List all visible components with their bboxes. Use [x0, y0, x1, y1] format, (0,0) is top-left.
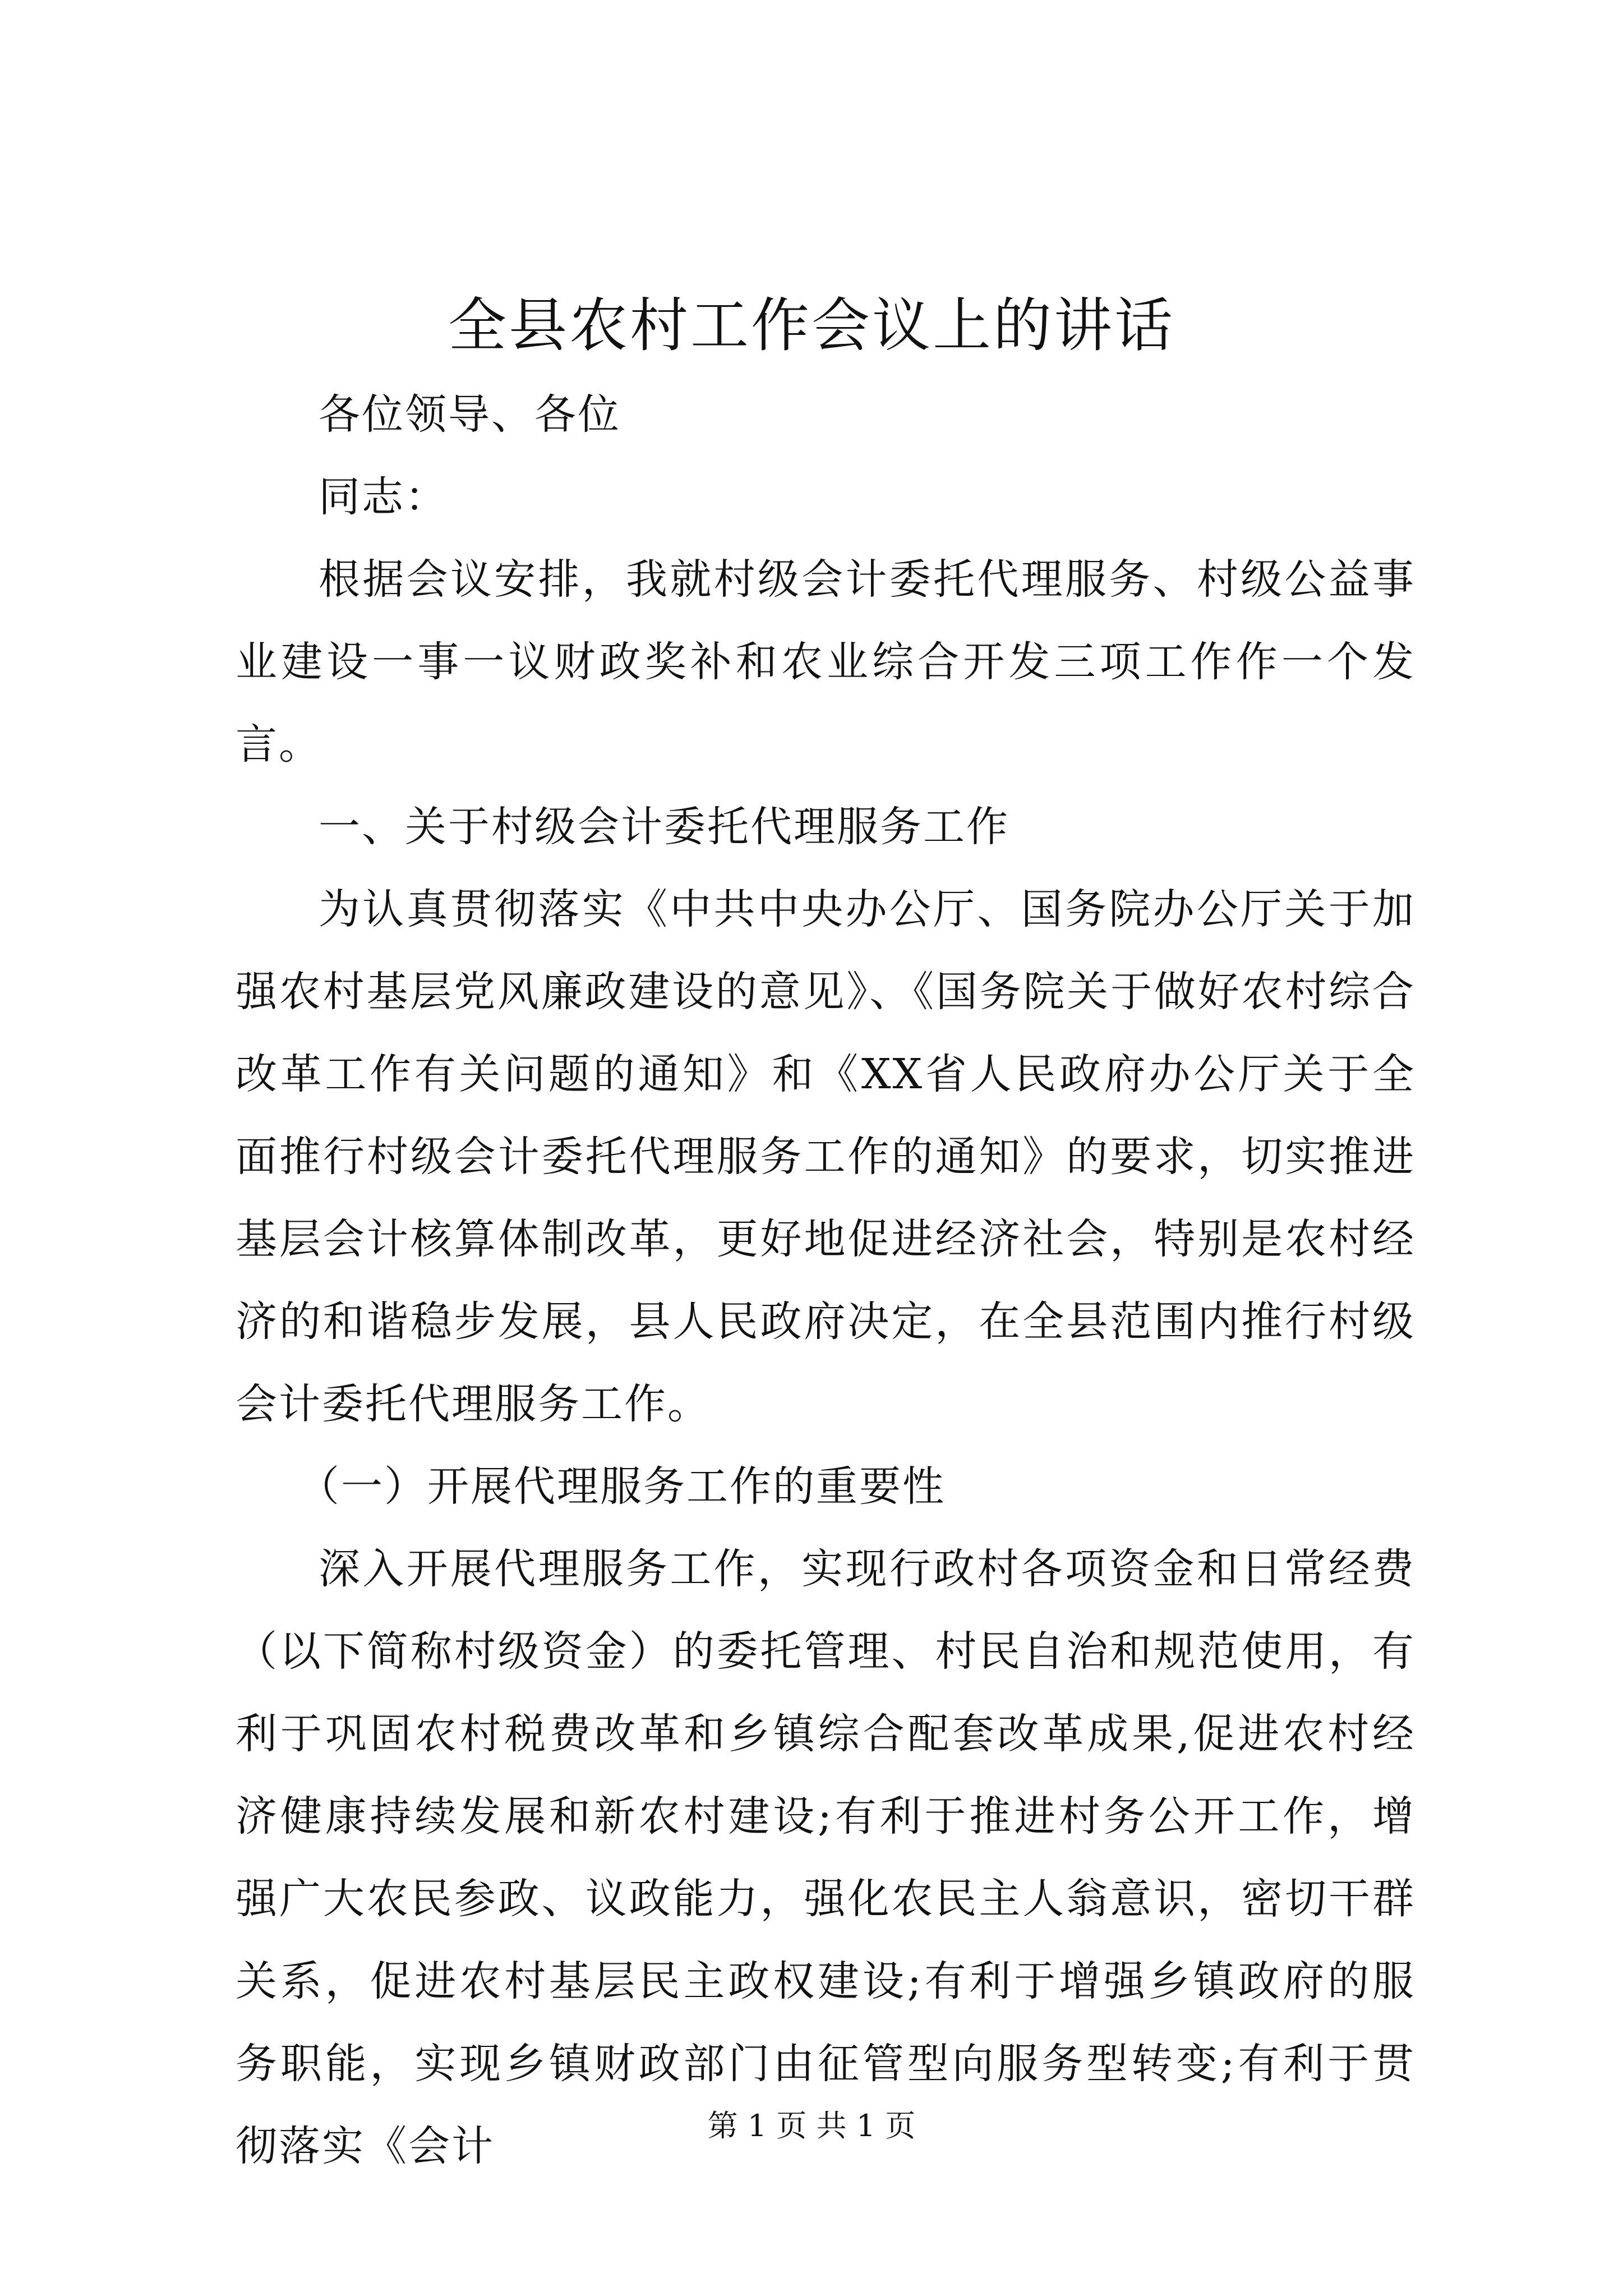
- section-heading-1: 一、关于村级会计委托代理服务工作: [319, 803, 1009, 851]
- subsection-heading-1: （一）开展代理服务工作的重要性: [298, 1462, 946, 1511]
- document-body: [236, 374, 1415, 2188]
- page-footer: 第 1 页 共 1 页: [707, 2108, 916, 2143]
- body-paragraph: 深入开展代理服务工作，实现行政村各项资金和日常经费（以下简称村级资金）的委托管理、村民自治和规范使用，有利于巩固农村税费改革和乡镇综合配套改革成果,促进农村经济健康持续发展和新农村建设;有利于推进村务公开工作，增强广大农民参政、议政能力，强化农民主人翁意识，密切干群关系，促进农村基层民主政权建设;有利于增强乡镇政府的服务职能，实现乡镇财政部门由征管型向服务型转变;有利于贯彻落实《会计: [236, 1545, 1415, 2170]
- salutation-line-2: 同志：: [319, 473, 448, 521]
- salutation-line-1: 各位领导、各位: [319, 390, 621, 439]
- document-title: 全县农村工作会议上的讲话: [448, 291, 1175, 360]
- body-paragraph: 为认真贯彻落实《中共中央办公厅、国务院办公厅关于加强农村基层党风廉政建设的意见》、《国务院关于做好农村综合改革工作有关问题的通知》和《XX省人民政府办公厅关于全面推行村级会计委托代理服务工作的通知》的要求，切实推进基层会计核算体制改革，更好地促进经济社会，特别是农村经济的和谐稳步发展，县人民政府决定，在全县范围内推行村级会计委托代理服务工作。: [236, 885, 1415, 1428]
- intro-paragraph: 根据会议安排，我就村级会计委托代理服务、村级公益事业建设一事一议财政奖补和农业综合开发三项工作作一个发言。: [236, 555, 1415, 769]
